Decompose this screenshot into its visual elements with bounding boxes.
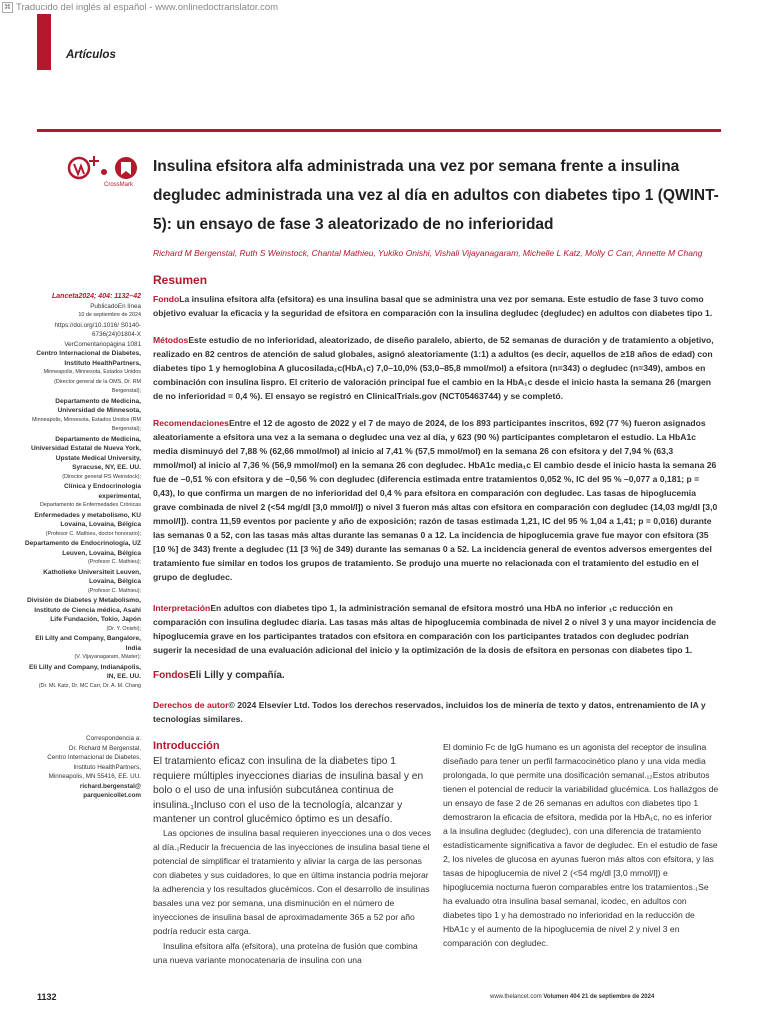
abstract-label-fondo: Fondo [153,294,180,304]
abstract-text-interpretacion: En adultos con diabetes tipo 1, la administración semanal de efsitora mostró una HbA no inferior ₁c reducción en comparación con insulina degludec diaria. Las tasas más altas de hipoglucemia combinada de nivel 2 o nivel 3 y una mayor incidencia de hipoglucemia grave en los participantes tratados con efsitora en comparación con los participantes tratados con degludec podrían sugerir la necesidad de una evaluación adicional del inicio y la optimización de la dosis de efsitora en personas con diabetes tipo 1. [153,603,717,655]
abstract-label-metodos: Métodos [153,335,189,345]
translate-icon: ⌘ [4,3,11,11]
copyright-text: © 2024 Elsevier Ltd. Todos los derechos reservados, incluidos los de minería de texto y datos, entrenamiento de IA y tecnologías similares. [153,700,706,724]
footer-volume: Volumen 404 21 de septiembre de 2024 [543,994,655,1000]
abstract-background [153,292,718,320]
funding-text: Eli Lilly y compañía. [189,670,285,681]
abstract-methods [153,333,718,403]
crossmark-caption: CrossMark [104,182,134,188]
correspondence-city: Minneapolis, MN 55416, EE. UU. [48,773,141,780]
abstract-text-recomendaciones: Entre el 12 de agosto de 2022 y el 7 de mayo de 2024, de los 893 participantes inscritos, 692 (77 %) fueron asignados aleatoriamente a efsitora una vez a la semana o degludec una vez al día, y 623 (90 %) participantes completaron el estudio. La HbA1c media disminuyó del 7,88 % (62,66 mmol/mol) al inicio al 7,41 % (57,5 mmol/mol) en la semana 26 con efsitora y del 7,94 % (63,3 mmol/mol) al inicio al 7,36 % (56,9 mmol/mol) en la semana 26 con degludec. HbA1c media₁c El cambio desde el inicio hasta la semana 26 fue de –0,51 % con efsitora y de –0,56 % con degludec (diferencia estimada entre tratamientos 0,052 %, IC del 95 % –0,077 a 0,181; p = 0,43), lo que confirma un margen de no inferioridad del 0,4 % para efsitora en comparación con degludec. Las tasas de hipoglucemia grave combinada de nivel 2 (<54 mg/dl [3,0 mmol/l]) o nivel 3 fueron más altas con efsitora en comparación con degludec (14,03 mg/dl [3,0 mmol/l]). contra 11,59 eventos por paciente y año de exposición; razón de tasas estimada 1,21, IC del 95 % 1,04 a 1,41; p = 0,016) durante las semanas 0 a 52, con las tasas más altas durante las semanas 0 a 12. La incidencia de hipoglucemia grave fue mayor con efsitora (35 [10 %] de 343) frente a degludec (11 [3 %] de 349) durante las semanas 0 a 52. La incidencia general de eventos adversos emergentes del tratamiento fue similar en todos los grupos de tratamiento. Se produjo una muerte no relacionada con el tratamiento del estudio en el grupo de degludec. [153,418,718,582]
author-list[interactable]: Richard M Bergenstal, Ruth S Weinstock, Chantal Mathieu, Yukiko Onishi, Vishali Vijayanagaram, Michelle L Katz, Molly C Carr, Annette M Chang [153,248,703,258]
affiliation-2-note: Minneapolis, Minnesota, Estados Unidos (RM Bergenstal); [31,416,141,432]
article-sidebar [24,292,141,691]
copyright [153,698,718,726]
affiliation-8: División de Diabetes y Metabolismo, Instituto de Ciencia médica, Asahi Life Fundación, Tokio, Japón [27,597,141,623]
correspondence [24,734,141,801]
introduction-paragraph-2: Las opciones de insulina basal requieren inyecciones una o dos veces al día.₂Reducir la frecuencia de las inyecciones de insulina basal tiene el potencial de simplificar el tratamiento y aliviar la carga de las personas con diabetes y sus cuidadores, lo que en última instancia podría mejorar la adherencia y los resultados glucémicos. Con el desarrollo de insulinas basales una vez por semana, una disminución en el número de inyecciones de insulina basal de aproximadamente 365 a 52 por año podría reducir esta carga. [153,828,432,936]
published-date: 10 de septiembre de 2024 [78,312,141,318]
correspondence-org2: Instituto HealthPartners, [73,763,141,771]
correspondence-email-2[interactable]: parquenicollet.com [83,792,141,799]
comment-link[interactable]: VerComentariopágina 1081 [64,340,141,348]
banner-text: Traducido del inglés al español - www.onlinedoctranslator.com [16,1,279,13]
copyright-label: Derechos de autor [153,700,229,710]
section-color-bar [37,14,51,70]
affiliation-7: Katholieke Universiteit Leuven, Lovaina, Bélgica [43,568,141,585]
abstract-interpretation [153,601,718,657]
journal-reference: Lanceta2024; 404: 1132–42 [52,293,141,300]
affiliation-3: Departamento de Medicina, Universidad Estatal de Nueva York, Upstate Medical University, Syracuse, NY, EE. UU. [30,435,141,471]
section-label: Artículos [66,49,116,61]
correspondence-org1: Centro Internacional de Diabetes, [47,754,141,761]
header-rule [37,129,721,132]
affiliation-10-note: (Dr. ML Katz, Dr. MC Carr, Dr. A. M. Chang [38,682,141,689]
affiliation-6-note: (Profesor C. Mathieu); [87,559,141,565]
affiliation-5: Enfermedades y metabolismo, KU Lovaina, Lovaina, Bélgica [34,511,141,528]
footer-site[interactable]: www.thelancet.com [490,994,542,1000]
funding-label: Fondos [153,670,190,681]
abstract-text-fondo: La insulina efsitora alfa (efsitora) es una insulina basal que se administra una vez por semana. Este estudio de fase 3 tuvo como objetivo evaluar la eficacia y la seguridad de efsitora en comparación con la insulina degludec (degludec) en adultos con diabetes tipo 1. [153,294,713,318]
published-online: PublicadoEn línea [90,302,141,310]
affiliation-8-note: (Dr. Y. Onishi); [106,625,141,632]
correspondence-name: Dr. Richard M Bergenstal, [68,744,141,752]
affiliation-10: Eli Lilly and Company, Indianápolis, IN, EE. UU. [29,663,141,680]
abstract-label-recomendaciones: Recomendaciones [153,418,229,428]
doi-link[interactable]: https://doi.org/10.1016/ S0140-6736(24)01804-X [54,321,141,338]
page-number: 1132 [37,992,57,1002]
affiliation-5-note: (Profesor C. Mathieu, doctor honorario); [45,530,141,537]
affiliation-4: Clínica y Endocrinología experimental, [64,483,141,500]
affiliation-4-note: Departamento de Enfermedades Crónicas [40,502,141,508]
journal-footer [490,994,654,1000]
introduction-paragraph-3: Insulina efsitora alfa (efsitora), una proteína de fusión que combina una nueva variante monocatenaria de insulina con una [153,941,418,965]
abstract-heading: Resumen [153,273,208,287]
article-title: Insulina efsitora alfa administrada una vez por semana frente a insulina degludec administrada una vez al día en adultos con diabetes tipo 1 (QWINT-5): un ensayo de fase 3 aleatorizado de no inferioridad [153,158,719,233]
affiliation-1-note: Minneapolis, Minnesota, Estados Unidos (Director general de la OMS, Dr. RM Bergenstal); [43,369,141,394]
affiliation-9-note: (V. Vijayanagaram, Máster); [74,654,141,660]
introduction-paragraph-1: El tratamiento eficaz con insulina de la diabetes tipo 1 requiere múltiples inyecciones diarias de insulina basal y en bolo o el uso de una infusión subcutánea continua de insulina.₁Incluso con el uso de la tecnología, alcanzar y mantener un control glucémico óptimo es un desafío. [153,756,424,825]
correspondence-email-1[interactable]: richard.bergenstal@ [79,782,141,790]
introduction-column-2: El dominio Fc de IgG humano es un agonista del receptor de insulina diseñado para tener un perfil farmacocinético plano y una vida media prolongada, lo que permite una dosificación semanal.₁₂Estos atributos tienen el potencial de reducir la variabilidad glucémica. Los hallazgos de un ensayo de fase 2 de 26 semanas en adultos con diabetes tipo 1 demostraron la eficacia de efsitora, medida por la HbA₁c, no es inferior a la insulina degludec (degludec), con una diferencia de tratamiento estadísticamente significativa a favor de degludec. En el estudio de fase 2, los niveles de glucosa en ayunas fueron más altos con efsitora, y las tasas de hipoglucemia de nivel 2 (<54 mg/dl [3,0 mmol/l]) e hipoglucemia nocturna fueron comparables entre los tratamientos.₁Se ha evaluado otra insulina basal semanal, icodec, en adultos con diabetes tipo 1 y ha demostrado no inferioridad en la reducción de HbA1c y el aumento de la hipoglucemia de nivel 2 y nivel 3 en comparación con degludec. [443,742,719,948]
crossmark-logo[interactable] [64,150,144,190]
abstract-text-metodos: Este estudio de no inferioridad, aleatorizado, de diseño paralelo, abierto, de 52 semanas de duración y de tratamiento a objetivo, realizado en 82 centros de atención de salud globales, asignó aleatoriamente (1:1) a adultos (es decir, aquellos de ≥18 años de edad) con diabetes tipo 1 y hemoglobina A glucosilada₁c(HbA₁c) 7,0–10,0% (53,0–85,8 mmol/mol) a efsitora (n=343) o degludec (n=349), ambos en combinación con insulina lispro. El criterio de valoración principal fue el cambio en la HbA₁c desde el inicio hasta la semana 26 (margen de no inferioridad = 0,4 %). El ensayo se registró en ClinicalTrials.gov (NCT05463744) y se completó. [153,335,714,401]
affiliation-6: Departamento de Endocrinología, UZ Leuven, Lovaina, Bélgica [24,540,141,557]
affiliation-9: Eli Lilly and Company, Bangalore, India [35,635,141,652]
affiliation-3-note: (Director general RS Weinstock); [62,473,141,480]
funding [153,670,285,681]
introduction-heading: Introducción [153,740,220,752]
affiliation-7-note: (Profesor C. Mathieu); [87,587,141,594]
correspondence-label: Correspondencia a: [86,735,141,742]
affiliation-2: Departamento de Medicina, Universidad de Minnesota, [55,397,141,414]
abstract-findings [153,416,718,584]
affiliation-1: Centro Internacional de Diabetes, Instituto HealthPartners, [36,350,141,367]
translation-banner[interactable] [0,0,278,14]
abstract-label-interpretacion: Interpretación [153,603,211,613]
